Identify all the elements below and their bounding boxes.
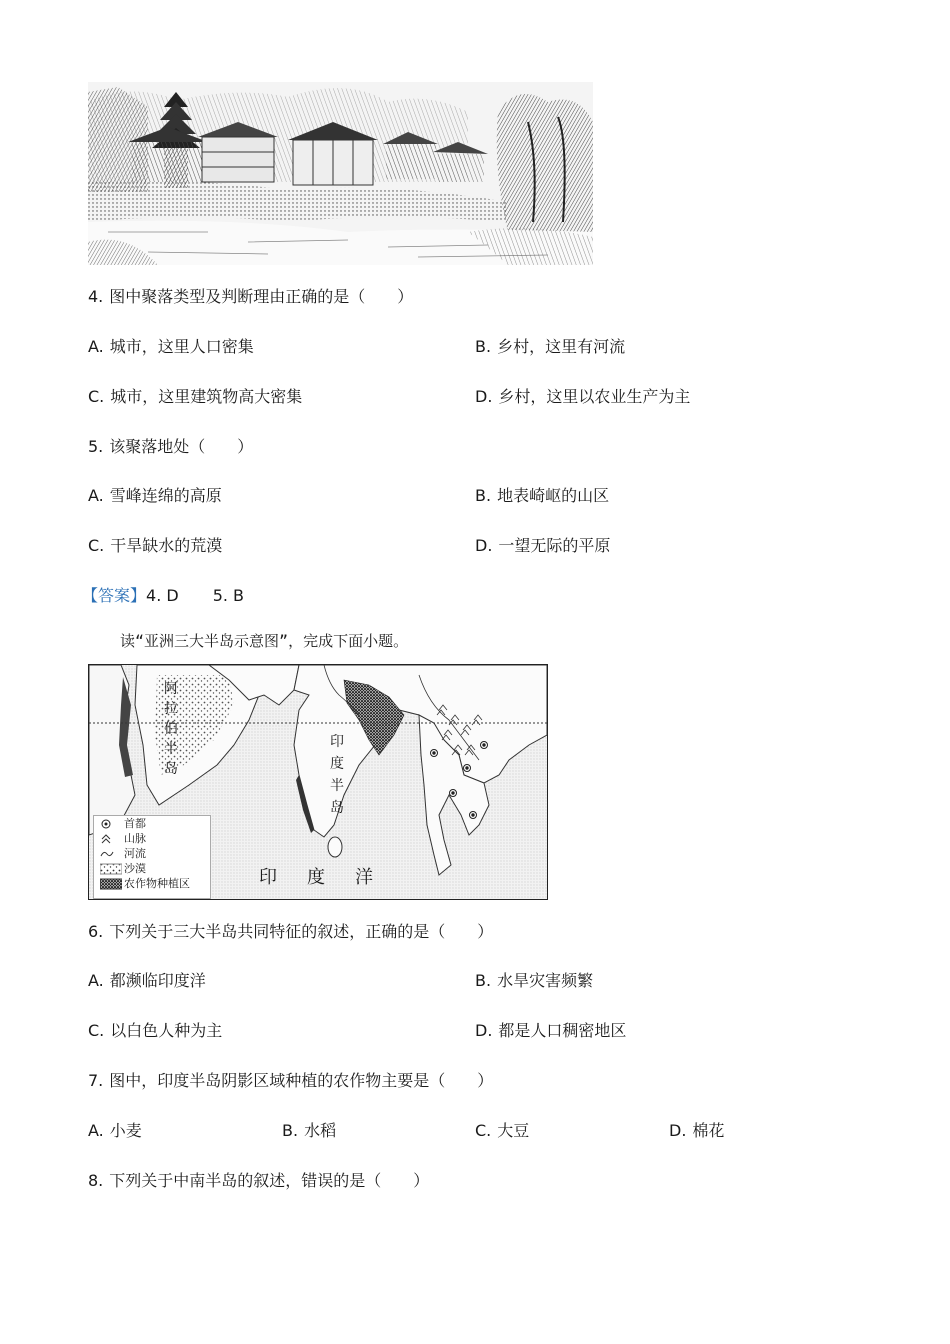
q5-option-c[interactable]: C. 干旱缺水的荒漠 [88,536,223,555]
answer-line [82,585,244,607]
q4-option-a[interactable]: A. 城市，这里人口密集 [88,337,254,356]
q4-option-b[interactable]: B. 乡村，这里有河流 [475,337,626,356]
map-legend [93,815,211,899]
q7-option-d[interactable]: D. 棉花 [669,1121,725,1140]
answer-4: 4. D [146,586,179,605]
q5-option-d[interactable]: D. 一望无际的平原 [475,536,611,555]
arabia-peninsula-label: 阿 拉 伯 半 岛 [164,681,178,777]
question-number: 5. [88,437,104,456]
asia-peninsulas-map [88,664,548,900]
q6-option-b[interactable]: B. 水旱灾害频繁 [475,971,594,990]
question-7-stem: 7. 图中，印度半岛阴影区域种植的农作物主要是（ ） [88,1071,494,1090]
q4-option-c[interactable]: C. 城市，这里建筑物高大密集 [88,387,303,406]
q6-option-a[interactable]: A. 都濒临印度洋 [88,971,206,990]
q7-option-c[interactable]: C. 大豆 [475,1121,530,1140]
india-peninsula-label: 印 度 半 岛 [330,734,344,816]
legend-item-river: 河流 [100,846,210,861]
question-number: 4. [88,287,104,306]
q4-option-d[interactable]: D. 乡村，这里以农业生产为主 [475,387,691,406]
village-sketch-image [88,82,593,265]
q5-option-a[interactable]: A. 雪峰连绵的高原 [88,486,222,505]
q7-option-b[interactable]: B. 水稻 [282,1121,337,1140]
q5-option-b[interactable]: B. 地表崎岖的山区 [475,486,610,505]
question-6-stem: 6. 下列关于三大半岛共同特征的叙述，正确的是（ ） [88,922,494,941]
question-5-stem: 5. 该聚落地处（ ） [88,437,254,456]
question-number: 6. [88,922,104,941]
indian-ocean-label: 印 度 洋 [259,867,379,888]
question-number: 8. [88,1171,104,1190]
legend-item-crop: 农作物种植区 [100,876,210,891]
desert-icon [100,863,122,875]
question-4-stem: 4. 图中聚落类型及判断理由正确的是（ ） [88,287,414,306]
question-number: 7. [88,1071,104,1090]
river-icon [100,848,114,860]
question-8-stem: 8. 下列关于中南半岛的叙述，错误的是（ ） [88,1171,430,1190]
legend-item-capital: 首都 [100,816,210,831]
legend-item-mountain: 山脉 [100,831,210,846]
legend-item-desert: 沙漠 [100,861,210,876]
crop-area-icon [100,878,122,890]
q7-option-a[interactable]: A. 小麦 [88,1121,142,1140]
map-intro-text: 读“亚洲三大半岛示意图”，完成下面小题。 [120,632,409,650]
answer-5: 5. B [212,586,245,605]
answer-tag: 【答案】 [82,586,147,605]
q6-option-c[interactable]: C. 以白色人种为主 [88,1021,223,1040]
capital-icon [100,818,114,830]
mountain-icon [100,833,114,845]
q6-option-d[interactable]: D. 都是人口稠密地区 [475,1021,627,1040]
